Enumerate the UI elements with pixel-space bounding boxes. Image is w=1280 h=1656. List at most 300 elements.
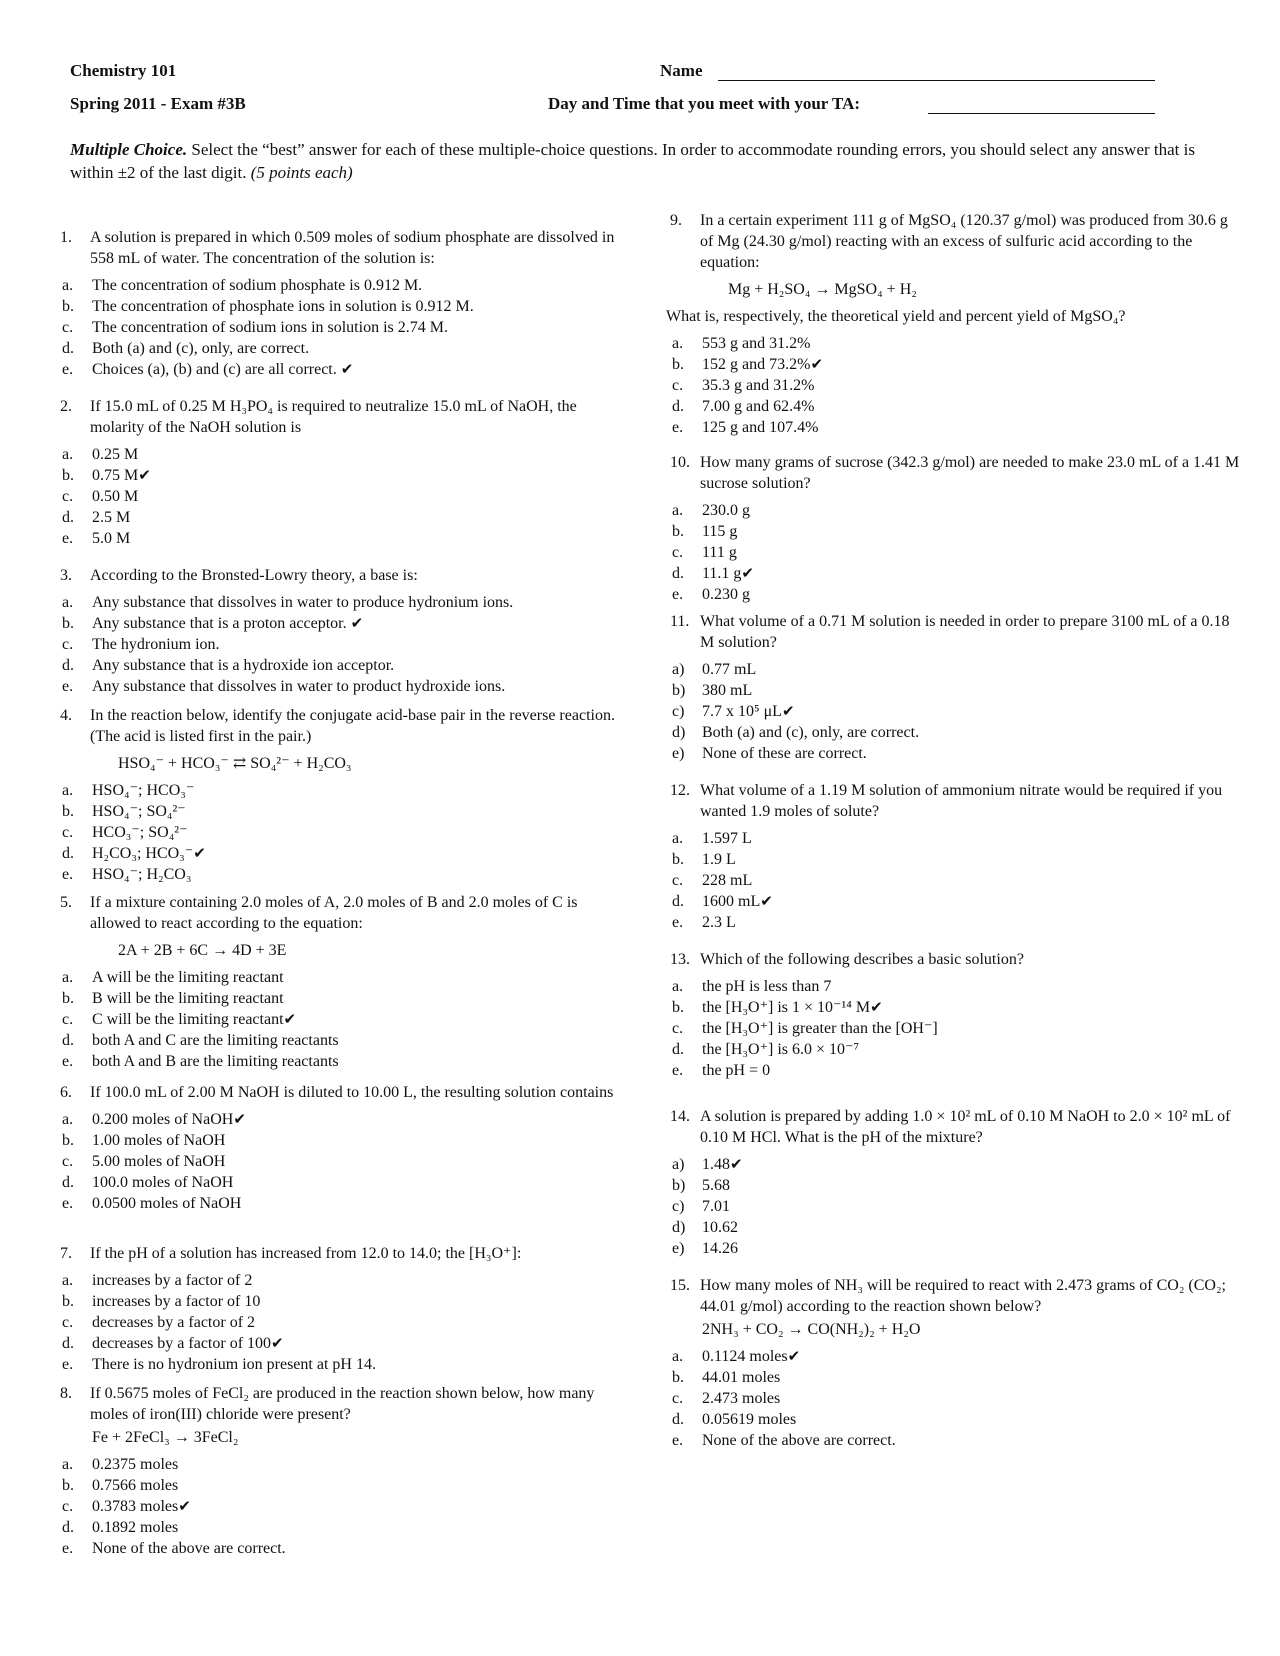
option-letter: b. bbox=[672, 523, 684, 540]
option-text-value: 11.1 g bbox=[702, 565, 742, 582]
option-letter: a. bbox=[672, 830, 684, 847]
option-letter: e. bbox=[672, 419, 684, 436]
answer-option[interactable] bbox=[60, 317, 630, 338]
answer-option[interactable] bbox=[60, 444, 630, 465]
answer-options bbox=[670, 976, 1240, 1081]
option-text-value: HSO₄⁻; HCO₃⁻ bbox=[92, 782, 195, 799]
option-letter: d. bbox=[672, 1411, 684, 1428]
option-text bbox=[92, 1291, 630, 1312]
option-letter: d. bbox=[62, 845, 74, 862]
answer-option[interactable] bbox=[670, 1388, 1240, 1409]
answer-options bbox=[670, 333, 1240, 438]
option-text bbox=[92, 528, 630, 549]
option-letter: b. bbox=[62, 615, 74, 632]
option-text bbox=[92, 1130, 630, 1151]
option-text bbox=[702, 997, 1240, 1018]
option-letter: a. bbox=[62, 277, 74, 294]
option-text bbox=[92, 1009, 630, 1030]
answer-option[interactable] bbox=[60, 634, 630, 655]
option-text-value: 1.48 bbox=[702, 1156, 730, 1173]
option-letter: b. bbox=[62, 990, 74, 1007]
answer-option[interactable] bbox=[670, 354, 1240, 375]
option-text bbox=[92, 1517, 630, 1538]
option-text-value: 230.0 g bbox=[702, 502, 750, 519]
option-text bbox=[92, 1030, 630, 1051]
answer-option[interactable] bbox=[670, 701, 1240, 722]
option-text-value: the pH is less than 7 bbox=[702, 978, 832, 995]
answer-option[interactable] bbox=[60, 359, 630, 380]
check-mark-icon: ✔ bbox=[810, 355, 824, 373]
answer-option[interactable] bbox=[670, 500, 1240, 521]
answer-option[interactable] bbox=[670, 912, 1240, 933]
option-text-value: Any substance that dissolves in water to produce hydronium ions. bbox=[92, 594, 514, 611]
option-text-value: increases by a factor of 2 bbox=[92, 1272, 253, 1289]
option-letter: a. bbox=[62, 782, 74, 799]
question-text: If 100.0 mL of 2.00 M NaOH is diluted to 10.00 L, the resulting solution contains bbox=[90, 1084, 614, 1101]
answer-option[interactable] bbox=[670, 1409, 1240, 1430]
answer-option[interactable] bbox=[60, 1496, 630, 1517]
option-text bbox=[702, 1018, 1240, 1039]
question-stem bbox=[670, 1275, 1240, 1317]
answer-option[interactable] bbox=[60, 1172, 630, 1193]
ta-blank[interactable] bbox=[928, 113, 1155, 114]
option-text bbox=[92, 296, 630, 317]
answer-option[interactable] bbox=[670, 849, 1240, 870]
question-13 bbox=[670, 949, 1240, 1081]
option-text bbox=[92, 988, 630, 1009]
option-letter: e. bbox=[62, 678, 74, 695]
answer-option[interactable] bbox=[60, 1354, 630, 1375]
option-text-value: 0.3783 moles bbox=[92, 1498, 179, 1515]
option-text-value: 0.50 M bbox=[92, 488, 139, 505]
answer-option[interactable] bbox=[60, 1193, 630, 1214]
question-text: If 0.5675 moles of FeCl₂ are produced in the reaction shown below, how many moles of iron(III) chloride were present? bbox=[90, 1385, 595, 1423]
option-letter: a. bbox=[672, 978, 684, 995]
question-stem bbox=[60, 1383, 630, 1425]
option-text-value: HSO₄⁻; SO₄²⁻ bbox=[92, 803, 186, 820]
option-text bbox=[92, 486, 630, 507]
option-text-value: H₂CO₃; HCO₃⁻ bbox=[92, 845, 194, 862]
answer-option[interactable] bbox=[60, 1291, 630, 1312]
instructions bbox=[70, 138, 1220, 184]
option-text bbox=[702, 701, 1240, 722]
option-text-value: decreases by a factor of 100 bbox=[92, 1335, 272, 1352]
option-text-value: 35.3 g and 31.2% bbox=[702, 377, 815, 394]
option-letter: e. bbox=[62, 530, 74, 547]
option-letter: c. bbox=[62, 1011, 74, 1028]
option-text-value: 44.01 moles bbox=[702, 1369, 781, 1386]
check-mark-icon: ✔ bbox=[271, 1334, 284, 1352]
answer-option[interactable] bbox=[60, 465, 630, 486]
ta-label: Day and Time that you meet with your TA: bbox=[548, 94, 861, 113]
answer-options bbox=[60, 780, 630, 885]
option-text-value: 0.1892 moles bbox=[92, 1519, 179, 1536]
question-stem bbox=[670, 452, 1240, 494]
answer-options bbox=[60, 592, 630, 697]
answer-option[interactable] bbox=[670, 542, 1240, 563]
option-text-value: 115 g bbox=[702, 523, 738, 540]
question-5 bbox=[60, 892, 630, 1072]
option-text-value: 7.00 g and 62.4% bbox=[702, 398, 815, 415]
answer-option[interactable] bbox=[670, 521, 1240, 542]
question-1 bbox=[60, 227, 630, 380]
answer-option[interactable] bbox=[670, 1018, 1240, 1039]
answer-option[interactable] bbox=[60, 528, 630, 549]
answer-options bbox=[670, 500, 1240, 605]
check-mark-icon: ✔ bbox=[178, 1497, 191, 1515]
answer-option[interactable] bbox=[670, 1238, 1240, 1259]
option-text-value: 100.0 moles of NaOH bbox=[92, 1174, 234, 1191]
question-subtext: What is, respectively, the theoretical yield and percent yield of MgSO₄? bbox=[666, 308, 1126, 325]
answer-option[interactable] bbox=[670, 1430, 1240, 1451]
question-number: 5. bbox=[60, 894, 72, 911]
option-text-value: B will be the limiting reactant bbox=[92, 990, 284, 1007]
answer-option[interactable] bbox=[670, 976, 1240, 997]
option-text bbox=[92, 967, 630, 988]
check-mark-icon: ✔ bbox=[760, 892, 773, 910]
option-text bbox=[702, 1217, 1240, 1238]
answer-option[interactable] bbox=[670, 828, 1240, 849]
answer-option[interactable] bbox=[670, 743, 1240, 764]
question-stem bbox=[670, 1106, 1240, 1148]
option-text-value: the [H₃O⁺] is 1 × 10⁻¹⁴ M bbox=[702, 999, 871, 1016]
option-text-value: both A and C are the limiting reactants bbox=[92, 1032, 339, 1049]
check-mark-icon: ✔ bbox=[781, 702, 795, 720]
answer-option[interactable] bbox=[60, 275, 630, 296]
option-text-value: 0.77 mL bbox=[702, 661, 757, 678]
question-text: What volume of a 1.19 M solution of ammonium nitrate would be required if you wanted 1.9 moles of solute? bbox=[700, 782, 1223, 820]
answer-option[interactable] bbox=[60, 507, 630, 528]
option-letter: e. bbox=[672, 914, 684, 931]
option-text-value: 7.01 bbox=[702, 1198, 730, 1215]
option-letter: b. bbox=[62, 298, 74, 315]
answer-option[interactable] bbox=[670, 584, 1240, 605]
answer-option[interactable] bbox=[60, 1270, 630, 1291]
option-text bbox=[92, 1354, 630, 1375]
option-text-value: Any substance that is a proton acceptor. bbox=[92, 615, 351, 632]
answer-option[interactable] bbox=[60, 801, 630, 822]
question-stem bbox=[670, 210, 1240, 273]
answer-options bbox=[60, 1270, 630, 1375]
question-number: 4. bbox=[60, 707, 72, 724]
option-text bbox=[92, 275, 630, 296]
option-text bbox=[92, 1475, 630, 1496]
answer-option[interactable] bbox=[670, 563, 1240, 584]
answer-option[interactable] bbox=[670, 1196, 1240, 1217]
option-text bbox=[92, 317, 630, 338]
option-letter: c. bbox=[62, 824, 74, 841]
question-number: 14. bbox=[670, 1108, 690, 1125]
answer-option[interactable] bbox=[670, 891, 1240, 912]
answer-option[interactable] bbox=[670, 722, 1240, 743]
option-letter: e. bbox=[62, 1540, 74, 1557]
course-title: Chemistry 101 bbox=[70, 61, 177, 80]
answer-option[interactable] bbox=[60, 1538, 630, 1559]
option-letter: b. bbox=[62, 1293, 74, 1310]
question-equation: Mg + H₂SO₄ → MgSO₄ + H₂ bbox=[728, 281, 917, 298]
option-letter: e) bbox=[672, 745, 685, 762]
option-text bbox=[702, 584, 1240, 605]
option-letter: a. bbox=[62, 594, 74, 611]
option-text bbox=[702, 976, 1240, 997]
question-10 bbox=[670, 452, 1240, 605]
answer-options bbox=[60, 1109, 630, 1214]
option-text bbox=[92, 1109, 630, 1130]
option-text bbox=[92, 655, 630, 676]
answer-option[interactable] bbox=[60, 296, 630, 317]
option-text bbox=[702, 1388, 1240, 1409]
option-letter: d. bbox=[672, 565, 684, 582]
question-number: 15. bbox=[670, 1277, 690, 1294]
answer-option[interactable] bbox=[60, 822, 630, 843]
option-text bbox=[92, 634, 630, 655]
answer-option[interactable] bbox=[670, 1039, 1240, 1060]
answer-options bbox=[670, 659, 1240, 764]
option-text bbox=[702, 396, 1240, 417]
option-text bbox=[702, 1367, 1240, 1388]
option-text bbox=[702, 542, 1240, 563]
question-14 bbox=[670, 1106, 1240, 1259]
option-letter: a. bbox=[62, 969, 74, 986]
question-number: 6. bbox=[60, 1084, 72, 1101]
option-text-value: the [H₃O⁺] is greater than the [OH⁻] bbox=[702, 1020, 938, 1037]
option-text bbox=[92, 1538, 630, 1559]
answer-option[interactable] bbox=[60, 655, 630, 676]
option-letter: c. bbox=[672, 1020, 684, 1037]
option-text-value: Both (a) and (c), only, are correct. bbox=[702, 724, 920, 741]
option-text-value: 111 g bbox=[702, 544, 737, 561]
option-text-value: decreases by a factor of 2 bbox=[92, 1314, 256, 1331]
answer-option[interactable] bbox=[60, 1312, 630, 1333]
option-text bbox=[92, 507, 630, 528]
option-letter: c. bbox=[62, 488, 74, 505]
option-text bbox=[702, 828, 1240, 849]
answer-option[interactable] bbox=[60, 1130, 630, 1151]
check-mark-icon: ✔ bbox=[193, 844, 206, 862]
option-text bbox=[702, 849, 1240, 870]
option-letter: b. bbox=[672, 999, 684, 1016]
check-mark-icon: ✔ bbox=[730, 1155, 743, 1173]
answer-option[interactable] bbox=[60, 988, 630, 1009]
answer-option[interactable] bbox=[670, 680, 1240, 701]
option-text-value: 5.68 bbox=[702, 1177, 730, 1194]
answer-option[interactable] bbox=[670, 1346, 1240, 1367]
option-text bbox=[702, 521, 1240, 542]
option-text-value: 1.597 L bbox=[702, 830, 752, 847]
option-text-value: 7.7 x 10⁵ μL bbox=[702, 703, 782, 720]
answer-options bbox=[60, 967, 630, 1072]
question-stem bbox=[60, 892, 630, 934]
option-letter: a. bbox=[672, 1348, 684, 1365]
question-text: A solution is prepared in which 0.509 moles of sodium phosphate are dissolved in 558 mL of water. The concentration of the solution is: bbox=[90, 229, 615, 267]
option-letter: b) bbox=[672, 682, 686, 699]
answer-option[interactable] bbox=[670, 1217, 1240, 1238]
option-text bbox=[92, 592, 630, 613]
option-text bbox=[702, 659, 1240, 680]
option-letter: b. bbox=[62, 1477, 74, 1494]
option-text bbox=[702, 912, 1240, 933]
question-number: 9. bbox=[670, 212, 682, 229]
option-text-value: 2.5 M bbox=[92, 509, 131, 526]
name-blank[interactable] bbox=[718, 80, 1155, 81]
option-text bbox=[92, 444, 630, 465]
answer-option[interactable] bbox=[60, 592, 630, 613]
instructions-body: Select the “best” answer for each of these multiple-choice questions. In order to accommodate rounding errors, you should select any answer that is within ±2 of the last digit. bbox=[70, 140, 1195, 182]
answer-option[interactable] bbox=[60, 864, 630, 885]
answer-option[interactable] bbox=[670, 1175, 1240, 1196]
question-stem bbox=[60, 565, 630, 586]
answer-option[interactable] bbox=[60, 1051, 630, 1072]
option-letter: c. bbox=[62, 1314, 74, 1331]
option-text-value: 152 g and 73.2% bbox=[702, 356, 811, 373]
answer-options bbox=[60, 1454, 630, 1559]
answer-option[interactable] bbox=[60, 486, 630, 507]
option-letter: c. bbox=[62, 1498, 74, 1515]
option-letter: e. bbox=[672, 586, 684, 603]
question-stem bbox=[670, 949, 1240, 970]
option-letter: e. bbox=[62, 1195, 74, 1212]
question-9 bbox=[666, 210, 1240, 438]
option-letter: a. bbox=[62, 446, 74, 463]
option-text-value: 125 g and 107.4% bbox=[702, 419, 819, 436]
option-text-value: 14.26 bbox=[702, 1240, 738, 1257]
option-letter: d) bbox=[672, 1219, 686, 1236]
answer-option[interactable] bbox=[670, 417, 1240, 438]
option-text bbox=[92, 780, 630, 801]
option-text bbox=[702, 870, 1240, 891]
option-text bbox=[702, 1430, 1240, 1451]
option-text-value: Choices (a), (b) and (c) are all correct. bbox=[92, 361, 341, 378]
question-8 bbox=[60, 1383, 630, 1559]
answer-option[interactable] bbox=[670, 1154, 1240, 1175]
answer-option[interactable] bbox=[670, 333, 1240, 354]
option-text bbox=[92, 1454, 630, 1475]
answer-option[interactable] bbox=[60, 1475, 630, 1496]
option-letter: d. bbox=[672, 893, 684, 910]
option-text bbox=[702, 1175, 1240, 1196]
answer-option[interactable] bbox=[60, 1454, 630, 1475]
check-mark-icon: ✔ bbox=[283, 1010, 297, 1028]
option-text-value: both A and B are the limiting reactants bbox=[92, 1053, 339, 1070]
answer-option[interactable] bbox=[60, 1333, 630, 1354]
option-text bbox=[702, 417, 1240, 438]
option-text-value: 380 mL bbox=[702, 682, 753, 699]
instructions-lead: Multiple Choice. bbox=[70, 140, 188, 159]
answer-option[interactable] bbox=[670, 1060, 1240, 1081]
option-letter: d. bbox=[62, 1174, 74, 1191]
answer-option[interactable] bbox=[670, 375, 1240, 396]
question-text: In the reaction below, identify the conjugate acid-base pair in the reverse reaction. (The acid is listed first in the pair.) bbox=[90, 707, 615, 745]
answer-option[interactable] bbox=[60, 780, 630, 801]
question-number: 1. bbox=[60, 229, 72, 246]
answer-option[interactable] bbox=[670, 1367, 1240, 1388]
option-text-value: 0.230 g bbox=[702, 586, 750, 603]
option-text-value: 10.62 bbox=[702, 1219, 738, 1236]
option-letter: d. bbox=[62, 509, 74, 526]
answer-option[interactable] bbox=[670, 659, 1240, 680]
check-mark-icon: ✔ bbox=[340, 360, 354, 378]
question-number: 7. bbox=[60, 1245, 72, 1262]
question-text: In a certain experiment 111 g of MgSO₄ (120.37 g/mol) was produced from 30.6 g of Mg (24.30 g/mol) reacting with an excess of sulfuric acid according to the equation: bbox=[700, 212, 1228, 271]
answer-option[interactable] bbox=[60, 1030, 630, 1051]
option-text-value: 2.3 L bbox=[702, 914, 736, 931]
answer-options bbox=[670, 1154, 1240, 1259]
answer-option[interactable] bbox=[60, 1151, 630, 1172]
answer-option[interactable] bbox=[670, 870, 1240, 891]
question-number: 12. bbox=[670, 782, 690, 799]
option-letter: d. bbox=[62, 340, 74, 357]
question-11 bbox=[670, 611, 1240, 764]
option-text bbox=[92, 822, 630, 843]
option-letter: a. bbox=[672, 502, 684, 519]
answer-option[interactable] bbox=[60, 338, 630, 359]
answer-option[interactable] bbox=[60, 1109, 630, 1130]
option-letter: c. bbox=[672, 377, 684, 394]
option-text-value: 1.00 moles of NaOH bbox=[92, 1132, 226, 1149]
option-text-value: None of the above are correct. bbox=[92, 1540, 286, 1557]
option-text-value: 1.9 L bbox=[702, 851, 736, 868]
option-text bbox=[92, 1172, 630, 1193]
option-text bbox=[92, 1270, 630, 1291]
answer-option[interactable] bbox=[670, 997, 1240, 1018]
question-number: 11. bbox=[670, 613, 690, 630]
option-letter: e. bbox=[62, 1053, 74, 1070]
check-mark-icon: ✔ bbox=[138, 466, 151, 484]
exam-title: Spring 2011 - Exam #3B bbox=[70, 94, 246, 113]
question-text: How many grams of sucrose (342.3 g/mol) are needed to make 23.0 mL of a 1.41 M sucrose solution? bbox=[700, 454, 1240, 492]
option-text-value: increases by a factor of 10 bbox=[92, 1293, 261, 1310]
option-letter: d. bbox=[62, 1335, 74, 1352]
answer-option[interactable] bbox=[60, 1517, 630, 1538]
question-text: A solution is prepared by adding 1.0 × 10² mL of 0.10 M NaOH to 2.0 × 10² mL of 0.10 M HCl. What is the pH of the mixture? bbox=[700, 1108, 1231, 1146]
option-text-value: 553 g and 31.2% bbox=[702, 335, 811, 352]
question-number: 13. bbox=[670, 951, 690, 968]
option-text-value: 0.200 moles of NaOH bbox=[92, 1111, 234, 1128]
question-equation: 2NH₃ + CO₂ → CO(NH₂)₂ + H₂O bbox=[702, 1321, 921, 1338]
option-text bbox=[92, 1151, 630, 1172]
answer-option[interactable] bbox=[60, 843, 630, 864]
answer-option[interactable] bbox=[670, 396, 1240, 417]
check-mark-icon: ✔ bbox=[741, 564, 754, 582]
option-text bbox=[702, 1409, 1240, 1430]
option-text bbox=[92, 1051, 630, 1072]
question-15 bbox=[670, 1275, 1240, 1451]
answer-option[interactable] bbox=[60, 1009, 630, 1030]
option-letter: e. bbox=[672, 1062, 684, 1079]
option-text bbox=[702, 743, 1240, 764]
option-text-value: 0.75 M bbox=[92, 467, 139, 484]
option-text bbox=[702, 722, 1240, 743]
option-letter: e. bbox=[62, 1356, 74, 1373]
option-text bbox=[92, 359, 630, 380]
question-stem bbox=[60, 705, 630, 747]
option-letter: b. bbox=[62, 467, 74, 484]
option-text bbox=[92, 843, 630, 864]
question-number: 10. bbox=[670, 454, 690, 471]
answer-option[interactable] bbox=[60, 613, 630, 634]
option-text bbox=[702, 354, 1240, 375]
option-text-value: HCO₃⁻; SO₄²⁻ bbox=[92, 824, 188, 841]
option-text-value: None of the above are correct. bbox=[702, 1432, 896, 1449]
option-text-value: 0.05619 moles bbox=[702, 1411, 797, 1428]
option-text bbox=[92, 1496, 630, 1517]
option-letter: d. bbox=[62, 1032, 74, 1049]
answer-option[interactable] bbox=[60, 676, 630, 697]
answer-option[interactable] bbox=[60, 967, 630, 988]
question-3 bbox=[60, 565, 630, 697]
question-stem bbox=[670, 780, 1240, 822]
option-text-value: There is no hydronium ion present at pH 14. bbox=[92, 1356, 376, 1373]
